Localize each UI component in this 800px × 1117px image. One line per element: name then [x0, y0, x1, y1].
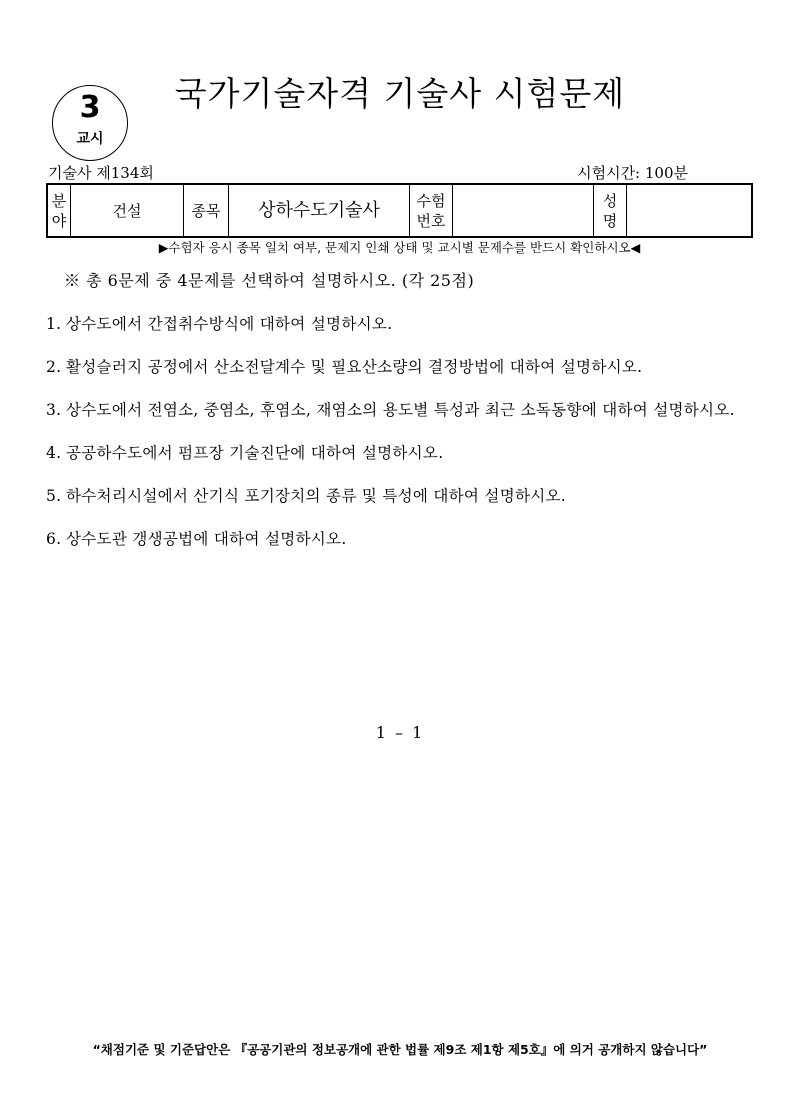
- question-item: [46, 310, 766, 339]
- question-number: 3.: [46, 401, 62, 419]
- question-item: [46, 482, 766, 511]
- exam-round-info: 기술사 제134회: [48, 164, 154, 182]
- exam-number-label: [410, 184, 453, 237]
- question-text: 공공하수도에서 펌프장 기술진단에 대하여 설명하시오.: [66, 444, 444, 462]
- category-label: 종목: [184, 184, 229, 237]
- field-label: [47, 184, 71, 237]
- question-item: [46, 439, 766, 468]
- name-label-line1: 성: [602, 191, 618, 210]
- question-text: 하수처리시설에서 산기식 포기장치의 종류 및 특성에 대하여 설명하시오.: [66, 487, 567, 505]
- field-label-line1: 분: [51, 191, 67, 210]
- question-item: [46, 396, 766, 425]
- question-text: 활성슬러지 공정에서 산소전달계수 및 필요산소량의 결정방법에 대하여 설명하시오.: [66, 358, 643, 376]
- name-field[interactable]: [627, 184, 753, 237]
- question-text: 상수도에서 전염소, 중염소, 후염소, 재염소의 용도별 특성과 최근 소독동향에 대하여 설명하시오.: [66, 401, 735, 419]
- instruction-text: ※ 총 6문제 중 4문제를 선택하여 설명하시오. (각 25점): [64, 271, 475, 290]
- question-text: 상수도관 갱생공법에 대하여 설명하시오.: [66, 530, 347, 548]
- question-number: 1.: [46, 315, 62, 333]
- field-value: 건설: [71, 184, 184, 237]
- exam-number-label-line2: 번호: [416, 211, 446, 230]
- name-label-line2: 명: [602, 211, 618, 230]
- question-item: [46, 525, 766, 554]
- page-title: 국가기술자격 기술사 시험문제: [174, 74, 626, 113]
- period-number: 3: [79, 90, 101, 125]
- exam-time: 시험시간: 100분: [577, 164, 688, 182]
- exam-number-field[interactable]: [453, 184, 594, 237]
- question-number: 5.: [46, 487, 62, 505]
- period-badge: [52, 85, 128, 161]
- question-number: 2.: [46, 358, 62, 376]
- footer-disclaimer: “채점기준 및 기준답안은 『공공기관의 정보공개에 관한 법률 제9조 제1항 제5호』에 의거 공개하지 않습니다”: [92, 1042, 708, 1057]
- field-label-line2: 야: [51, 211, 67, 230]
- category-value: 상하수도기술사: [229, 184, 410, 237]
- notice-text: ▶수험자 응시 종목 일치 여부, 문제지 인쇄 상태 및 교시별 문제수를 반드시 확인하시오◀: [158, 240, 641, 255]
- question-number: 6.: [46, 530, 62, 548]
- period-label: 교시: [76, 131, 104, 147]
- question-text: 상수도에서 간접취수방식에 대하여 설명하시오.: [66, 315, 393, 333]
- question-list: [46, 310, 766, 568]
- question-item: [46, 353, 766, 382]
- page-number: 1 – 1: [375, 723, 425, 742]
- exam-info-table: [46, 183, 753, 238]
- name-label: [594, 184, 627, 237]
- exam-number-label-line1: 수험: [416, 191, 446, 210]
- question-number: 4.: [46, 444, 62, 462]
